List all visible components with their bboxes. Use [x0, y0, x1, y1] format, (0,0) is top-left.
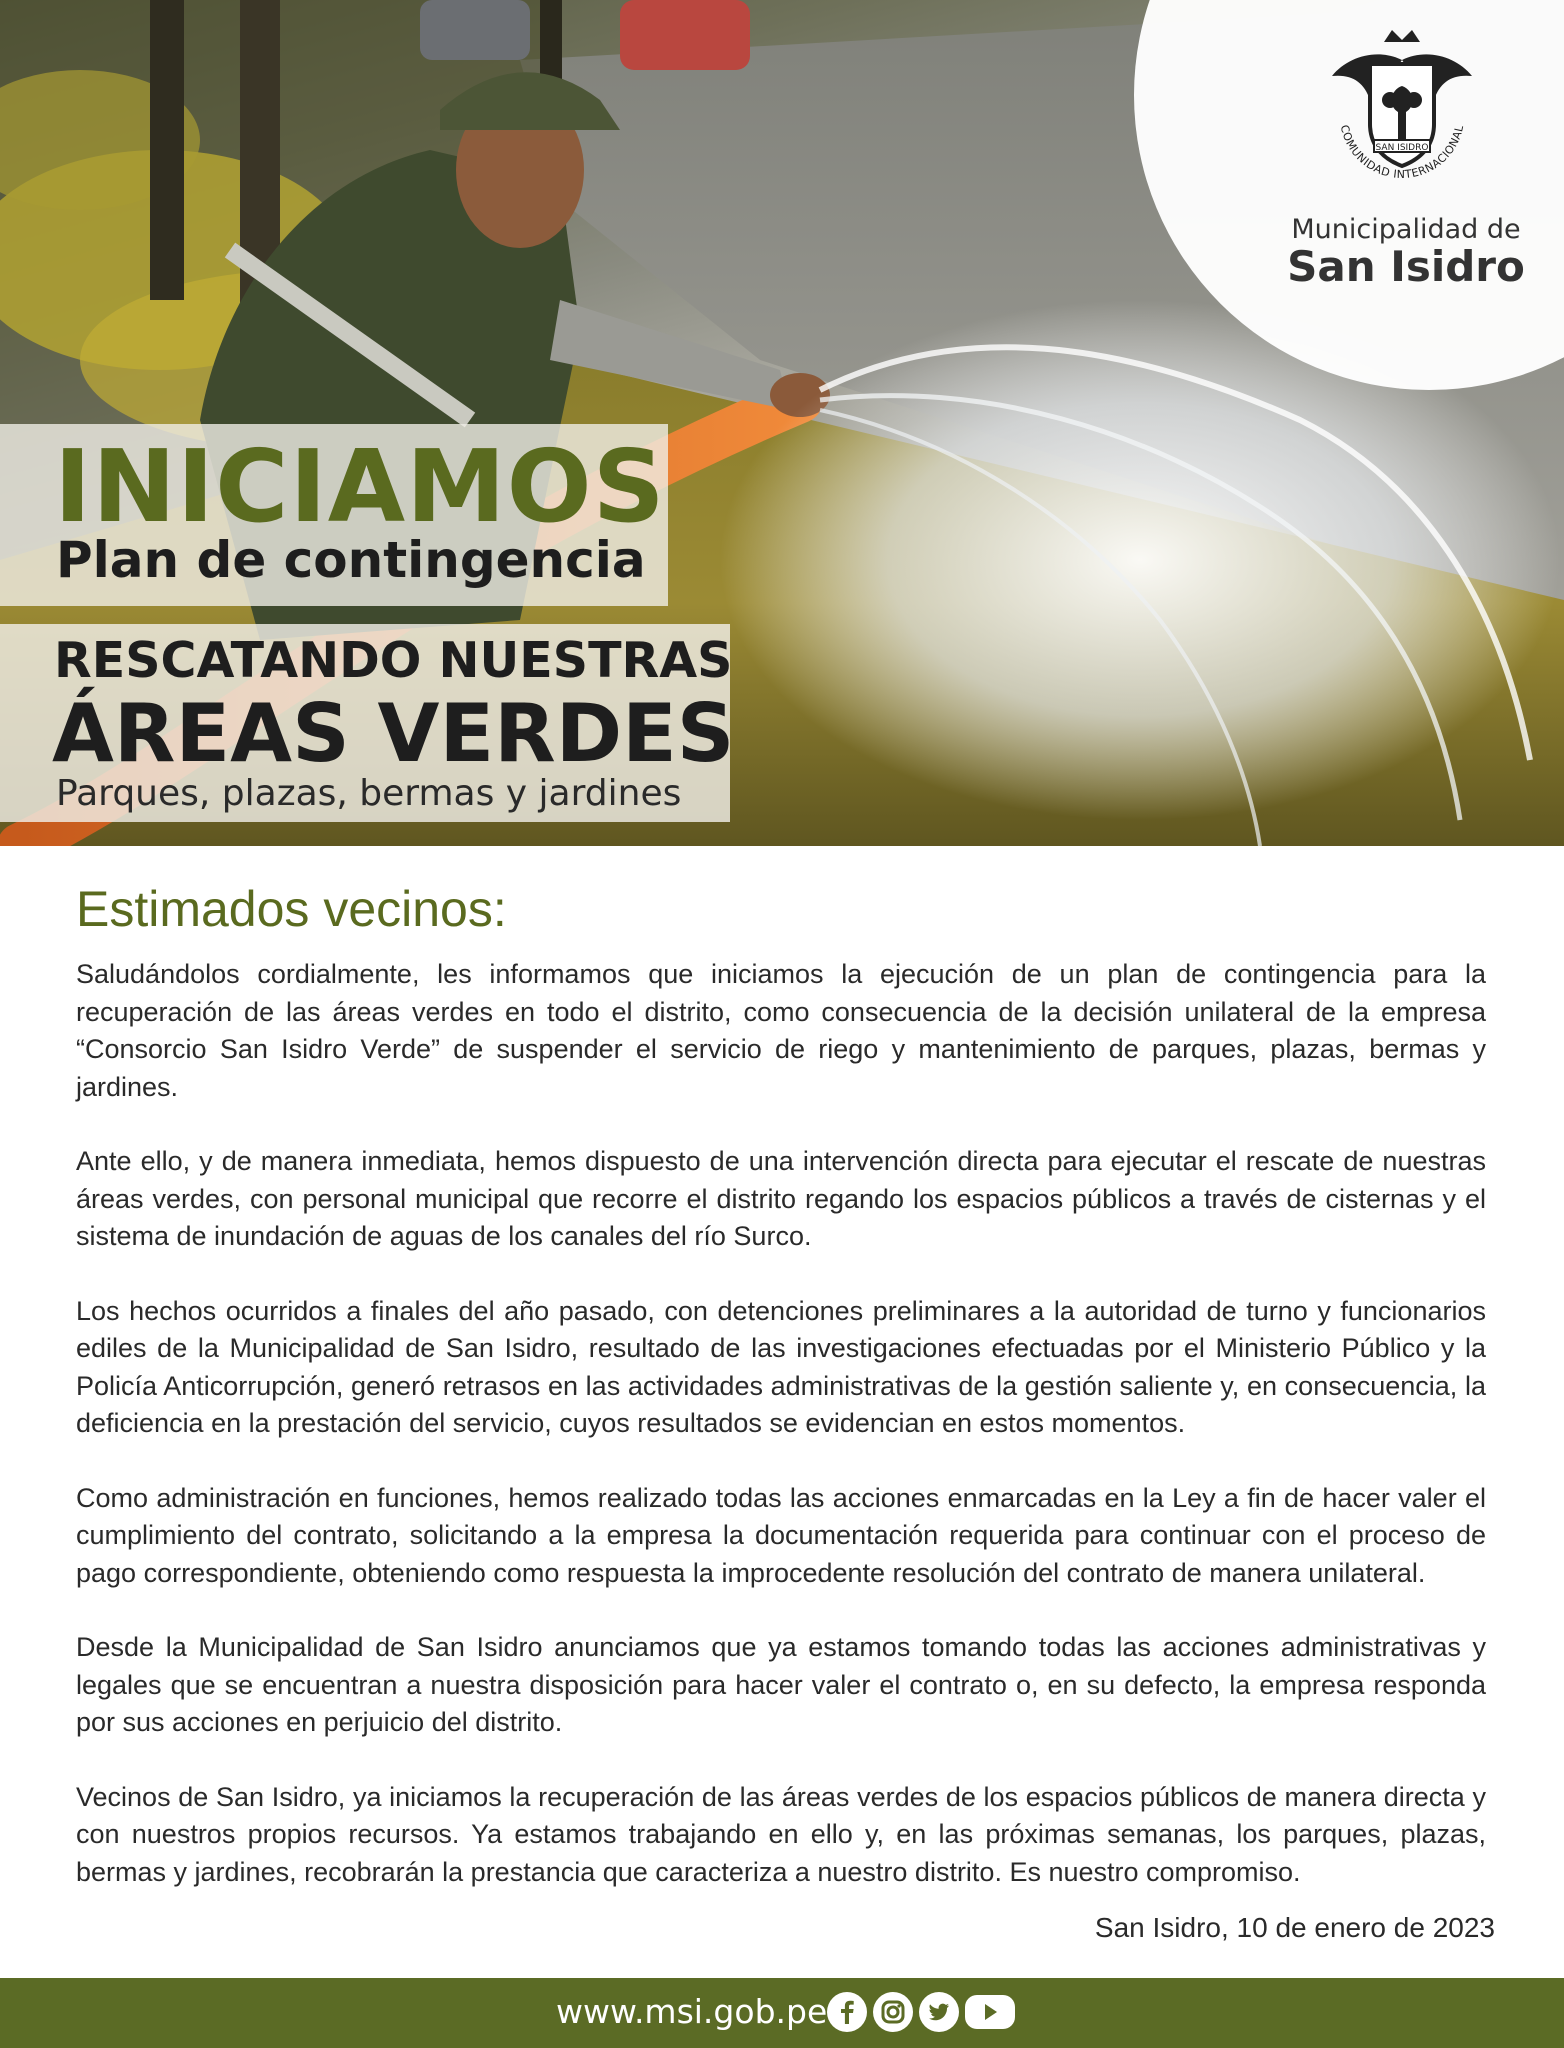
youtube-icon[interactable]: [964, 1991, 1016, 2033]
headline: INICIAMOS: [54, 428, 666, 545]
twitter-icon[interactable]: [918, 1991, 960, 2033]
social-links: [826, 1991, 1016, 2033]
title-line3: Parques, plazas, bermas y jardines: [56, 773, 682, 814]
paragraph: Desde la Municipalidad de San Isidro anunciamos que ya estamos tomando todas las acciones administrativas y legales que se encuentran a nuestra disposición para hacer valer el contrato o, en su defecto, la empresa responda por sus acciones en perjuicio del distrito.: [76, 1632, 1486, 1737]
instagram-icon[interactable]: [872, 1991, 914, 2033]
paragraph: Ante ello, y de manera inmediata, hemos dispuesto de una intervención directa para ejecutar el rescate de nuestras áreas verdes, con personal municipal que recorre el distrito regando los espacios públicos a través de cisternas y el sistema de inundación de aguas de los canales del río Surco.: [76, 1146, 1486, 1251]
facebook-icon[interactable]: [826, 1991, 868, 2033]
letter-date: San Isidro, 10 de enero de 2023: [1094, 1912, 1495, 1943]
crest-banner-text: SAN ISIDRO: [1375, 143, 1429, 153]
paragraph: Los hechos ocurridos a finales del año pasado, con detenciones preliminares a la autoridad de turno y funcionarios ediles de la Municipalidad de San Isidro, resultado de las investigaciones efectuadas por el Ministerio Público y la Policía Anticorrupción, generó retrasos en las actividades administrativas de la gestión saliente y, en consecuencia, la deficiencia en la prestación del servicio, cuyos resultados se evidencian en estos momentos.: [76, 1295, 1486, 1438]
website-link[interactable]: www.msi.gob.pe: [556, 1992, 828, 2031]
logo-title: San Isidro: [1287, 242, 1525, 291]
title-line1: RESCATANDO NUESTRAS: [54, 632, 733, 689]
title-line2: ÁREAS VERDES: [52, 687, 735, 780]
subheadline: Plan de contingencia: [56, 531, 646, 589]
paragraph: Como administración en funciones, hemos realizado todas las acciones enmarcadas en la Ley a fin de hacer valer el cumplimiento del contrato, solicitando a la empresa la documentación requerida para continuar con el proceso de pago correspondiente, obteniendo como respuesta la improcedente resolución del contrato de manera unilateral.: [76, 1482, 1486, 1588]
coat-of-arms-icon: [1318, 20, 1486, 196]
hero-banner: [0, 0, 1564, 846]
paragraph: Saludándolos cordialmente, les informamos que iniciamos la ejecución de un plan de contingencia para la recuperación de las áreas verdes en todo el distrito, como consecuencia de la decisión unilateral de la empresa “Consorcio San Isidro Verde” de suspender el servicio de riego y mantenimiento de parques, plazas, bermas y jardines.: [76, 959, 1486, 1102]
greeting: Estimados vecinos:: [76, 881, 507, 937]
letter-body: [76, 956, 1486, 1928]
crest-ring-text: COMUNIDAD INTERNACIONAL: [1337, 123, 1467, 182]
logo-subtitle: Municipalidad de: [1291, 214, 1521, 245]
paragraph: Vecinos de San Isidro, ya iniciamos la recuperación de las áreas verdes de los espacios públicos de manera directa y con nuestros propios recursos. Ya estamos trabajando en ello y, en las próximas semanas, los parques, plazas, bermas y jardines, recobrarán la prestancia que caracteriza a nuestro distrito. Es nuestro compromiso.: [76, 1781, 1486, 1887]
